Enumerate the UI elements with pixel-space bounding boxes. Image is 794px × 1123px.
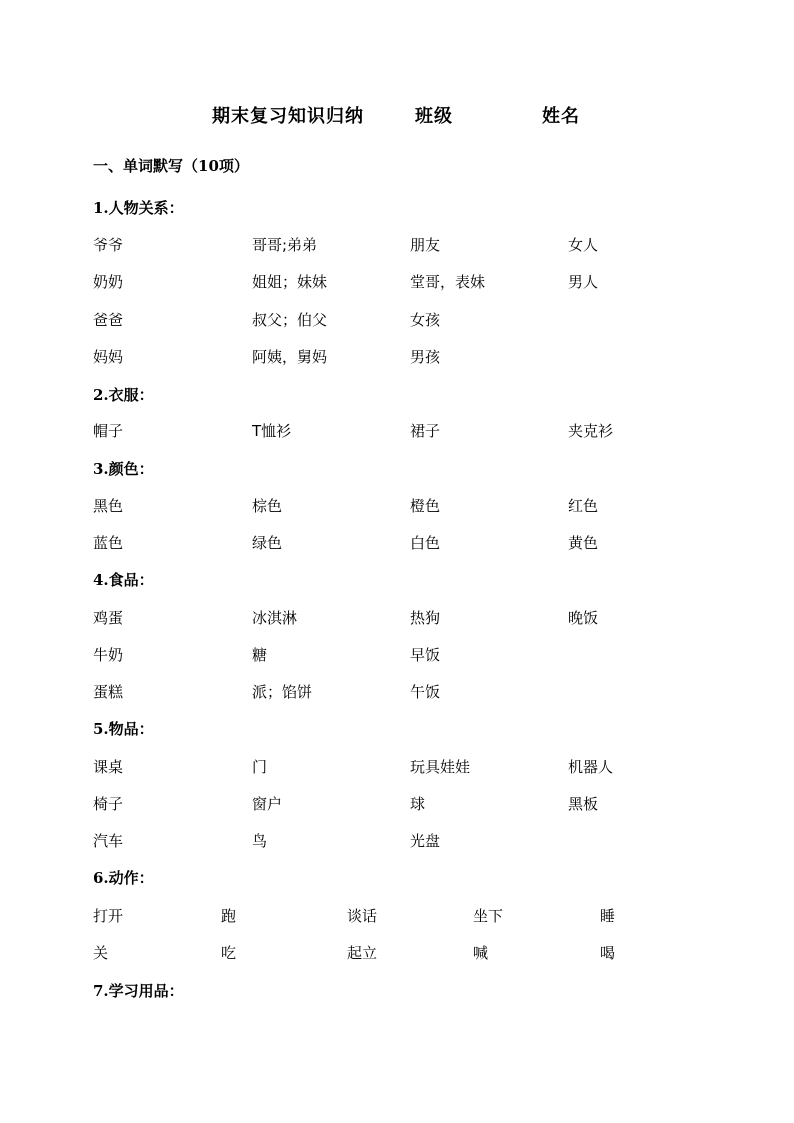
word-cell: 女孩 xyxy=(410,311,441,329)
class-label: 班级 xyxy=(415,106,453,127)
table-row xyxy=(0,309,794,333)
table-row xyxy=(0,793,794,817)
table-row xyxy=(0,234,794,258)
word-cell: 黑色 xyxy=(93,497,124,515)
word-cell: 叔父；伯父 xyxy=(252,311,328,329)
word-cell: 蛋糕 xyxy=(93,683,124,701)
word-cell: 绿色 xyxy=(252,534,283,552)
word-cell: 黑板 xyxy=(568,795,599,813)
word-cell: 棕色 xyxy=(252,497,283,515)
word-cell: 红色 xyxy=(568,497,599,515)
word-cell: 夹克衫 xyxy=(568,422,614,440)
word-cell: 爷爷 xyxy=(93,236,124,254)
word-cell: 鸟 xyxy=(252,832,268,850)
table-row xyxy=(0,905,794,929)
word-cell: 球 xyxy=(410,795,426,813)
word-cell: 白色 xyxy=(410,534,441,552)
category-people: 1.人物关系： xyxy=(93,199,184,217)
word-cell: 女人 xyxy=(568,236,599,254)
category-clothes: 2.衣服： xyxy=(93,386,154,404)
word-cell: 糖 xyxy=(252,646,268,664)
word-cell: 谈话 xyxy=(347,907,378,925)
table-row xyxy=(0,271,794,295)
word-cell: 黄色 xyxy=(568,534,599,552)
word-cell: 晚饭 xyxy=(568,609,599,627)
word-cell: 喊 xyxy=(473,944,489,962)
word-cell: 阿姨，舅妈 xyxy=(252,348,328,366)
word-cell: T恤衫 xyxy=(252,422,292,440)
word-cell: 裙子 xyxy=(410,422,441,440)
word-cell: 玩具娃娃 xyxy=(410,758,471,776)
table-row xyxy=(0,532,794,556)
table-row xyxy=(0,756,794,780)
word-cell: 窗户 xyxy=(252,795,283,813)
word-cell: 早饭 xyxy=(410,646,441,664)
word-cell: 关 xyxy=(93,944,109,962)
table-row xyxy=(0,830,794,854)
worksheet-title: 期末复习知识归纳 xyxy=(212,106,364,127)
name-label: 姓名 xyxy=(542,106,580,127)
table-row xyxy=(0,942,794,966)
word-cell: 朋友 xyxy=(410,236,441,254)
word-cell: 堂哥，表妹 xyxy=(410,273,486,291)
word-cell: 男人 xyxy=(568,273,599,291)
word-cell: 椅子 xyxy=(93,795,124,813)
word-cell: 门 xyxy=(252,758,268,776)
word-cell: 橙色 xyxy=(410,497,441,515)
word-cell: 机器人 xyxy=(568,758,614,776)
table-row xyxy=(0,681,794,705)
word-cell: 姐姐；妹妹 xyxy=(252,273,328,291)
word-cell: 坐下 xyxy=(473,907,504,925)
table-row xyxy=(0,607,794,631)
word-cell: 吃 xyxy=(221,944,237,962)
word-cell: 午饭 xyxy=(410,683,441,701)
category-actions: 6.动作： xyxy=(93,869,154,887)
word-cell: 起立 xyxy=(347,944,378,962)
table-row xyxy=(0,495,794,519)
category-food: 4.食品： xyxy=(93,571,154,589)
word-cell: 跑 xyxy=(221,907,237,925)
word-cell: 汽车 xyxy=(93,832,124,850)
page-title xyxy=(212,102,632,130)
table-row xyxy=(0,644,794,668)
word-cell: 爸爸 xyxy=(93,311,124,329)
section-heading-vocabulary: 一、单词默写（10项） xyxy=(93,157,249,175)
category-objects: 5.物品： xyxy=(93,720,154,738)
table-row xyxy=(0,420,794,444)
word-cell: 光盘 xyxy=(410,832,441,850)
table-row xyxy=(0,346,794,370)
word-cell: 帽子 xyxy=(93,422,124,440)
word-cell: 冰淇淋 xyxy=(252,609,298,627)
word-cell: 妈妈 xyxy=(93,348,124,366)
word-cell: 男孩 xyxy=(410,348,441,366)
word-cell: 牛奶 xyxy=(93,646,124,664)
word-cell: 鸡蛋 xyxy=(93,609,124,627)
word-cell: 哥哥;弟弟 xyxy=(252,236,318,254)
word-cell: 蓝色 xyxy=(93,534,124,552)
word-cell: 课桌 xyxy=(93,758,124,776)
word-cell: 奶奶 xyxy=(93,273,124,291)
word-cell: 喝 xyxy=(600,944,616,962)
word-cell: 热狗 xyxy=(410,609,441,627)
word-cell: 打开 xyxy=(93,907,124,925)
word-cell: 睡 xyxy=(600,907,616,925)
category-colors: 3.颜色： xyxy=(93,460,154,478)
category-supplies: 7.学习用品： xyxy=(93,982,184,1000)
word-cell: 派；馅饼 xyxy=(252,683,313,701)
